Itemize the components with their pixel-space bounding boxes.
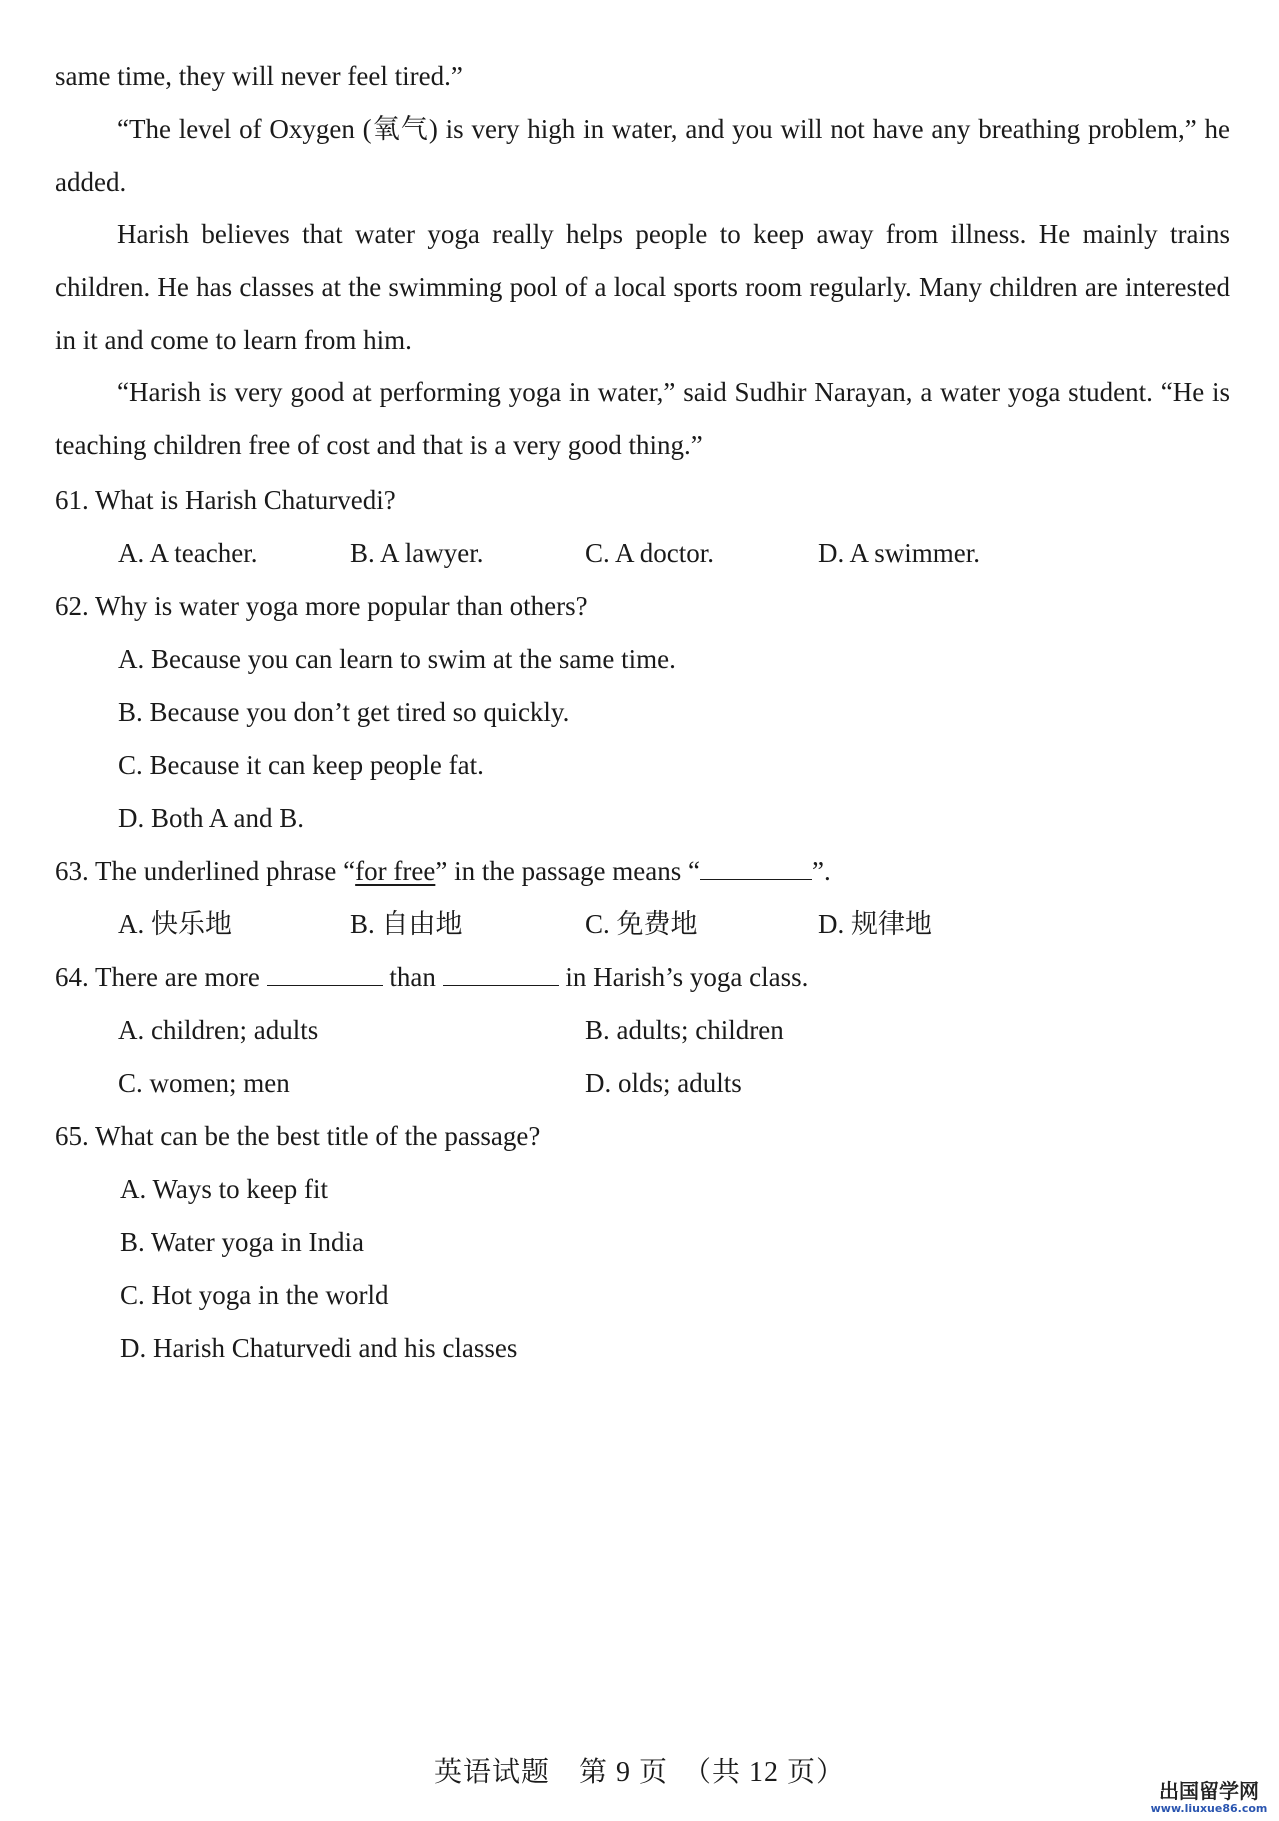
passage-paragraph-oxygen: “The level of Oxygen (氧气) is very high in water, and you will not have any breathing problem,” he added. [55,114,1230,197]
answer-blank-2 [443,963,559,986]
question-61-option-c: C. A doctor. [585,538,715,568]
passage-paragraph-harish: Harish believes that water yoga really helps people to keep away from illness. He mainly trains children. He has classes at the swimming pool of a local sports room regularly. Many children are interested in it and come to learn from him. [55,219,1230,355]
question-64-option-d: D. olds; adults [585,1068,742,1098]
question-62-option-a: A. Because you can learn to swim at the same time. [118,644,676,674]
question-65-stem: 65. What can be the best title of the passage? [55,1121,541,1151]
question-63-option-d: D. 规律地 [818,909,932,939]
question-62-stem: 62. Why is water yoga more popular than others? [55,591,588,621]
question-64-stem-mid: than [389,962,436,992]
question-64-option-a: A. children; adults [118,1015,319,1045]
question-64-option-c: C. women; men [118,1068,290,1098]
question-65-option-a: A. Ways to keep fit [120,1174,329,1204]
passage-line-continued: same time, they will never feel tired.” [55,61,463,91]
watermark-url: www.liuxue86.com [1150,1802,1268,1815]
question-63-stem [55,855,831,887]
question-64-stem-end: in Harish’s yoga class. [565,962,809,992]
question-64-stem [55,961,808,993]
answer-blank [700,857,812,880]
watermark-logo [1149,1780,1269,1815]
question-63-stem-mid: ” in the passage means “ [435,856,700,886]
question-62-option-d: D. Both A and B. [118,803,305,833]
passage-paragraph-sudhir: “Harish is very good at performing yoga in water,” said Sudhir Narayan, a water yoga student. “He is teaching children free of cost and that is a very good thing.” [55,377,1230,460]
question-64-stem-start: 64. There are more [55,962,260,992]
question-64-option-b: B. adults; children [585,1015,784,1045]
question-63-option-c: C. 免费地 [585,909,698,939]
underlined-phrase: for free [355,856,436,886]
question-61-stem: 61. What is Harish Chaturvedi? [55,485,396,515]
question-63-option-b: B. 自由地 [350,909,463,939]
question-63-option-a: A. 快乐地 [118,909,232,939]
question-61-option-b: B. A lawyer. [350,538,484,568]
question-61-option-d: D. A swimmer. [818,538,981,568]
question-62-option-b: B. Because you don’t get tired so quickly. [118,697,570,727]
question-65-option-b: B. Water yoga in India [120,1227,365,1257]
question-63-stem-start: 63. The underlined phrase “ [55,856,356,886]
question-65-option-d: D. Harish Chaturvedi and his classes [120,1333,518,1363]
page-footer: 英语试题 第 9 页 （共 12 页） [433,1757,845,1788]
question-63-stem-end: ”. [812,856,831,886]
watermark-text: 出国留学网 [1159,1779,1259,1803]
question-62-option-c: C. Because it can keep people fat. [118,750,484,780]
question-61-option-a: A. A teacher. [118,538,258,568]
question-65-option-c: C. Hot yoga in the world [120,1280,389,1310]
answer-blank-1 [267,963,383,986]
